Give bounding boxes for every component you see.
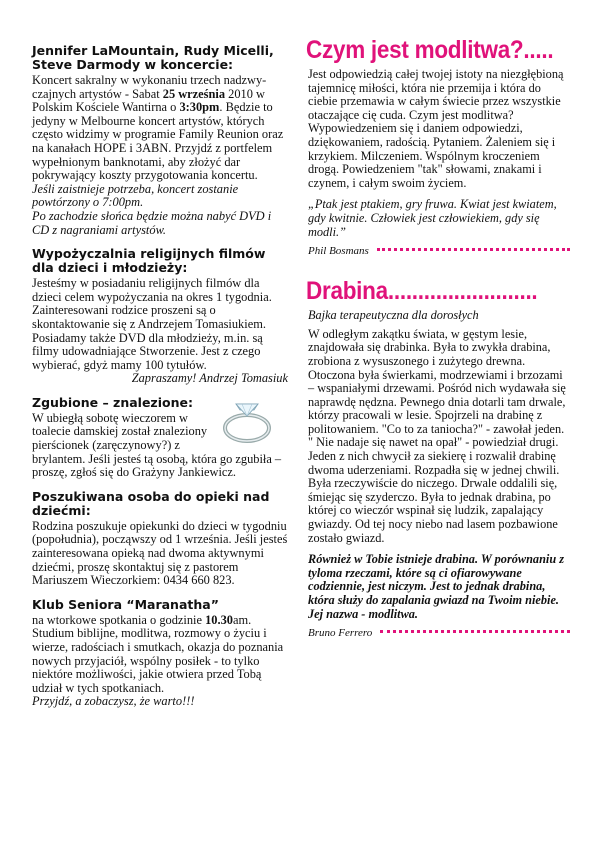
library-body: Jesteśmy w posiadaniu religijnych filmów dla dzieci celem wypożyczania na okres 1 tygodnia. Zainteresowani rodzice proszeni są o skontaktowanie się z Andrzejem Tomasiukiem. Posiadamy także DVD dla młodzieży, m.in. są filmy udowadniające Stworzenie. Jest z czego wybierać, gdyż mamy 100 tytułów. bbox=[32, 276, 272, 372]
concert-heading: Jennifer LaMountain, Rudy Micelli, Steve Darmody w koncercie: bbox=[32, 43, 274, 72]
seniors-heading: Klub Seniora “Maranatha” bbox=[32, 596, 219, 612]
seniors-closing: Przyjdź, a zobaczysz, że warto!!! bbox=[32, 694, 195, 709]
ladder-moral: Również w Tobie istnieje drabina. W porównaniu z tyloma rzeczami, które są ci ofiarowywane codziennie, jest niczym. Jest to jednak drabina, która służy do zapalania gwiazd na Twoim niebie. Jej nazwa - modlitwa. bbox=[308, 552, 565, 621]
dotted-rule bbox=[380, 630, 570, 636]
ladder-body: W odległym zakątku świata, w gęstym lesie, znajdowała się drabinka. Była to zwykła drabina, zrobiona z wysuszonego i zużytego drewna. Otoczona była świerkami, modrzewiami i brzozami – wspaniałymi drzewami. Pośród nich wydawała się naprawdę nędzna. Pewnego dnia dotarli tam drwale, którzy pracowali w lesie. Spojrzeli na drabinę z politowaniem. "Co to za taniocha?" - zawołał jeden. " Nie nadaje się nawet na opał" - powiedział drugi. Jeden z nich chwycił za siekierę i rozwalił drabinę dwoma uderzeniami. Rozpadła się w jednej chwili. Była rzeczywiście do niczego. Drwale oddalili się, śmiejąc się szyderczo. Była to jednak drabina, po której co wieczór wspinał się ludzik, zapalający gwiazdy. Od tej nocy niebo nad lasem pozbawione zostało gwiazd. bbox=[308, 326, 566, 545]
seniors-body bbox=[32, 614, 288, 696]
seniors-body-post: am. Studium biblijne, modlitwa, rozmowy o życiu i wierze, radościach i smutkach, okazja do poznania nowych przyjaciół, wspólny posiłek - to tylko niektóre możliwości, jakie otwiera przed Tobą udział w tych spotkaniach. bbox=[32, 612, 284, 695]
left-column bbox=[32, 44, 288, 709]
prayer-article bbox=[308, 36, 570, 257]
concert-notice bbox=[32, 44, 288, 237]
concert-note-repeat: Jeśli zaistnieje potrzeba, koncert zostanie powtórzony o 7:00pm. bbox=[32, 181, 239, 210]
ladder-title: Drabina......................... bbox=[306, 277, 538, 306]
lost-heading: Zgubione – znalezione: bbox=[32, 394, 193, 410]
carer-notice bbox=[32, 490, 288, 588]
right-column bbox=[308, 36, 570, 639]
dotted-rule bbox=[377, 248, 570, 254]
film-library-notice bbox=[32, 247, 288, 386]
lost-found-notice bbox=[32, 396, 288, 480]
prayer-signature bbox=[308, 245, 570, 257]
concert-body-post: . Będzie to jedyny w Melbourne koncert artystów, których często widzimy w programie Family Reunion oraz na kanałach HOPE i 3ABN. Przyjdź z portfelem wypełnionym banknotami, aby złożyć dar pokrywający koszty przygotowania koncertu. bbox=[32, 100, 284, 183]
ladder-author: Bruno Ferrero bbox=[308, 627, 373, 640]
seniors-time: 10.30 bbox=[205, 612, 233, 627]
concert-time: 3:30pm bbox=[179, 100, 220, 115]
ladder-signature bbox=[308, 627, 570, 639]
seniors-body-pre: na wtorkowe spotkania o godzinie bbox=[32, 612, 206, 627]
ladder-article bbox=[308, 277, 570, 639]
concert-body bbox=[32, 74, 288, 183]
prayer-author: Phil Bosmans bbox=[308, 245, 369, 258]
concert-date: 25 września bbox=[162, 86, 226, 101]
library-heading: Wypożyczalnia religijnych filmów dla dzieci i młodzieży: bbox=[32, 246, 266, 276]
carer-heading: Poszukiwana osoba do opieki nad dziećmi: bbox=[32, 488, 270, 518]
ladder-subtitle: Bajka terapeutyczna dla dorosłych bbox=[308, 308, 479, 323]
concert-body-pre: Koncert sakralny w wykonaniu trzech nadzwy-czajnych artystów - Sabat bbox=[32, 73, 267, 101]
lost-body: W ubiegłą sobotę wieczorem w toalecie damskiej został znaleziony pierścionek (zaręczynowy?) z brylantem. Jeśli jesteś tą osobą, która go zgubiła – proszę, zgłoś się do Grażyny Jankiewicz. bbox=[32, 410, 282, 480]
prayer-quote: „Ptak jest ptakiem, gry fruwa. Kwiat jest kwiatem, gdy kwitnie. Człowiek jest człowiekiem, gdy się modli.” bbox=[308, 197, 557, 239]
seniors-club-notice bbox=[32, 598, 288, 709]
concert-note-dvd: Po zachodzie słońca będzie można nabyć DVD i CD z nagraniami artystów. bbox=[32, 208, 272, 237]
diamond-ring-icon bbox=[220, 398, 274, 444]
concert-body-mid: 2010 w Polskim Kościele Wantirna o bbox=[32, 86, 265, 115]
library-signature: Zapraszamy! Andrzej Tomasiuk bbox=[131, 371, 288, 386]
carer-body: Rodzina poszukuje opiekunki do dzieci w tygodniu (popołudnia), począwszy od 1 września. Jeśli jesteś zainteresowana opieką nad dwoma aktywnymi dziećmi, proszę skontaktuj się z pastorem Mariuszem Wieczorkiem: 0434 660 823. bbox=[32, 518, 288, 588]
prayer-body: Jest odpowiedzią całej twojej istoty na niezgłębioną tajemnicę miłości, która nie przemija i która do ciebie przemawia w całym świecie przez wszystkie otaczające cię cuda. Czym jest modlitwa? Wypowiedzeniem się i daniem odpowiedzi, dziękowaniem, radością. Pytaniem. Żaleniem się i krzykiem. Milczeniem. Wspólnym kroczeniem drogą. Powiedzeniem "tak" słowami, znakami i czynem, i całym swoim życiem. bbox=[308, 67, 564, 190]
prayer-title: Czym jest modlitwa?..... bbox=[306, 36, 554, 64]
